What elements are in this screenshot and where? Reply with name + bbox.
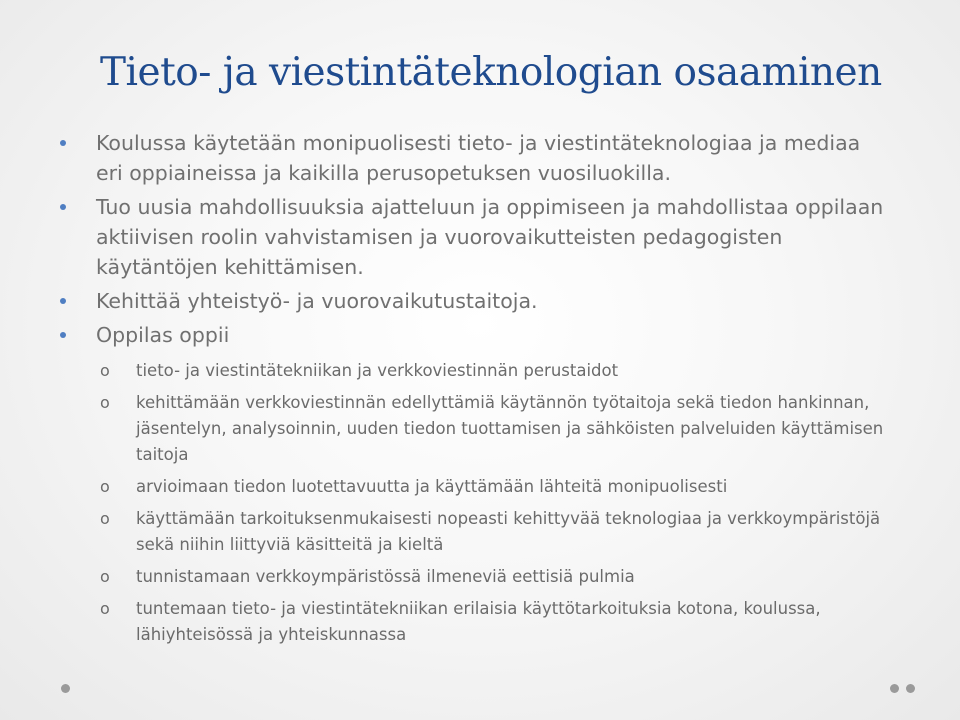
- sub-bullet-text: käyttämään tarkoituksenmukaisesti nopeasti kehittyvää teknologiaa ja verkkoympäristöjä sekä niihin liittyviä käsitteitä ja kieltä: [136, 509, 881, 554]
- bullet-text: Koulussa käytetään monipuolisesti tieto- ja viestintäteknologiaa ja mediaa eri oppiaineissa ja kaikilla perusopetuksen vuosiluokilla.: [96, 131, 861, 185]
- bullet-dot-icon: [60, 140, 66, 146]
- sub-bullet-item: [60, 564, 890, 590]
- bullet-dot-icon: [60, 332, 66, 338]
- sub-bullet-item: [60, 474, 890, 500]
- sub-bullet-text: kehittämään verkkoviestinnän edellyttämiä käytännön työtaitoja sekä tiedon hankinnan, jäsentelyn, analysoinnin, uuden tiedon tuottamisen ja sähköisten palveluiden käyttämisen taitoja: [136, 393, 884, 464]
- circle-bullet-icon: o: [100, 361, 110, 380]
- sub-bullet-item: [60, 358, 890, 384]
- bullet-text: Oppilas oppii: [96, 323, 230, 347]
- bullet-item: [60, 192, 890, 282]
- circle-bullet-icon: o: [100, 393, 110, 412]
- sub-bullet-text: tunnistamaan verkkoympäristössä ilmeneviä eettisiä pulmia: [136, 567, 635, 586]
- sub-bullet-text: arvioimaan tiedon luotettavuutta ja käyttämään lähteitä monipuolisesti: [136, 477, 728, 496]
- bullet-dot-icon: [60, 298, 66, 304]
- sub-bullet-item: [60, 506, 890, 558]
- decorative-dot-icon: [890, 684, 899, 693]
- sub-bullet-text: tieto- ja viestintätekniikan ja verkkoviestinnän perustaidot: [136, 361, 619, 380]
- decorative-dot-icon: [61, 684, 70, 693]
- bullet-text: Kehittää yhteistyö- ja vuorovaikutustaitoja.: [96, 289, 538, 313]
- sub-bullet-list: [60, 358, 890, 648]
- circle-bullet-icon: o: [100, 599, 110, 618]
- sub-bullet-item: [60, 390, 890, 468]
- circle-bullet-icon: o: [100, 509, 110, 528]
- decorative-dot-icon: [906, 684, 915, 693]
- sub-bullet-item: [60, 596, 890, 648]
- slide-content: [60, 128, 890, 654]
- bullet-text: Tuo uusia mahdollisuuksia ajatteluun ja oppimiseen ja mahdollistaa oppilaan aktiivisen roolin vahvistamisen ja vuorovaikutteisten pedagogisten käytäntöjen kehittämisen.: [96, 195, 884, 279]
- circle-bullet-icon: o: [100, 477, 110, 496]
- slide-title: Tieto- ja viestintäteknologian osaaminen: [100, 50, 882, 95]
- circle-bullet-icon: o: [100, 567, 110, 586]
- bullet-item: [60, 320, 890, 350]
- bullet-item: [60, 128, 890, 188]
- sub-bullet-text: tuntemaan tieto- ja viestintätekniikan erilaisia käyttötarkoituksia kotona, koulussa, lähiyhteisössä ja yhteiskunnassa: [136, 599, 821, 644]
- bullet-item: [60, 286, 890, 316]
- bullet-dot-icon: [60, 204, 66, 210]
